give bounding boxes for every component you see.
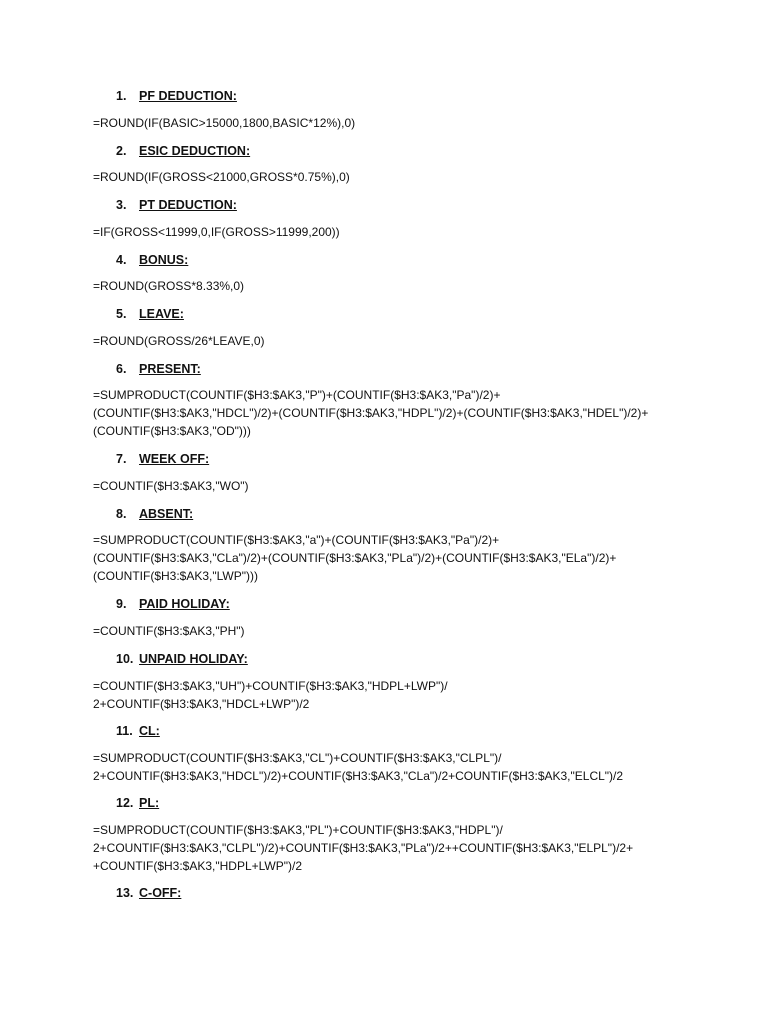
item-formula-week-off <box>93 477 249 495</box>
item-heading-c-off <box>116 885 181 901</box>
formula-line: =SUMPRODUCT(COUNTIF($H3:$AK3,"a")+(COUNTIF($H3:$AK3,"Pa")/2)+ <box>93 533 500 547</box>
item-title: PL: <box>139 796 160 810</box>
formula-line: +COUNTIF($H3:$AK3,"HDPL+LWP")/2 <box>93 859 303 873</box>
formula-line: =IF(GROSS<11999,0,IF(GROSS>11999,200)) <box>93 225 340 239</box>
item-title: PF DEDUCTION: <box>139 89 237 103</box>
item-formula-bonus <box>93 277 244 295</box>
item-number: 10. <box>116 652 134 666</box>
item-number: 3. <box>116 198 127 212</box>
item-title: WEEK OFF: <box>139 452 210 466</box>
item-number: 1. <box>116 89 127 103</box>
item-heading-pt-deduction <box>116 197 237 213</box>
item-formula-unpaid-holiday <box>93 677 448 713</box>
item-formula-paid-holiday <box>93 622 245 640</box>
item-heading-absent <box>116 506 193 522</box>
item-formula-pt-deduction <box>93 223 340 241</box>
item-number: 11. <box>116 724 133 738</box>
item-formula-leave <box>93 332 265 350</box>
item-number: 4. <box>116 253 127 267</box>
item-formula-pf-deduction <box>93 114 355 132</box>
item-formula-cl <box>93 749 623 785</box>
item-title: C-OFF: <box>139 886 182 900</box>
formula-line: =COUNTIF($H3:$AK3,"PH") <box>93 624 245 638</box>
item-number: 2. <box>116 144 127 158</box>
item-title: PRESENT: <box>139 362 201 376</box>
item-heading-pl <box>116 795 159 811</box>
item-number: 8. <box>116 507 127 521</box>
formula-line: =COUNTIF($H3:$AK3,"UH")+COUNTIF($H3:$AK3,"HDPL+LWP")/ <box>93 679 448 693</box>
formula-line: =ROUND(GROSS*8.33%,0) <box>93 279 245 293</box>
formula-line: 2+COUNTIF($H3:$AK3,"CLPL")/2)+COUNTIF($H3:$AK3,"PLa")/2++COUNTIF($H3:$AK3,"ELPL")/2+ <box>93 841 634 855</box>
formula-line: 2+COUNTIF($H3:$AK3,"HDCL+LWP")/2 <box>93 697 310 711</box>
item-heading-paid-holiday <box>116 596 230 612</box>
formula-line: =ROUND(IF(GROSS<21000,GROSS*0.75%),0) <box>93 170 350 184</box>
item-formula-esic-deduction <box>93 168 350 186</box>
item-heading-leave <box>116 306 184 322</box>
item-formula-present <box>93 386 648 440</box>
item-title: BONUS: <box>139 253 189 267</box>
formula-line: =COUNTIF($H3:$AK3,"WO") <box>93 479 249 493</box>
formula-line: =ROUND(GROSS/26*LEAVE,0) <box>93 334 265 348</box>
item-number: 12. <box>116 796 134 810</box>
item-title: ABSENT: <box>139 507 194 521</box>
item-number: 6. <box>116 362 127 376</box>
item-heading-esic-deduction <box>116 143 250 159</box>
formula-line: 2+COUNTIF($H3:$AK3,"HDCL")/2)+COUNTIF($H3:$AK3,"CLa")/2+COUNTIF($H3:$AK3,"ELCL")/2 <box>93 769 624 783</box>
formula-line: (COUNTIF($H3:$AK3,"LWP"))) <box>93 569 258 583</box>
item-title: UNPAID HOLIDAY: <box>139 652 248 666</box>
item-heading-week-off <box>116 451 209 467</box>
item-title: PAID HOLIDAY: <box>139 597 230 611</box>
item-heading-pf-deduction <box>116 88 237 104</box>
formula-line: =ROUND(IF(BASIC>15000,1800,BASIC*12%),0) <box>93 116 356 130</box>
formula-line: (COUNTIF($H3:$AK3,"HDCL")/2)+(COUNTIF($H3:$AK3,"HDPL")/2)+(COUNTIF($H3:$AK3,"HDEL")/2)+ <box>93 406 649 420</box>
formula-line: (COUNTIF($H3:$AK3,"CLa")/2)+(COUNTIF($H3:$AK3,"PLa")/2)+(COUNTIF($H3:$AK3,"ELa")/2)+ <box>93 551 617 565</box>
item-number: 9. <box>116 597 127 611</box>
item-title: PT DEDUCTION: <box>139 198 237 212</box>
item-formula-absent <box>93 531 616 585</box>
formula-line: =SUMPRODUCT(COUNTIF($H3:$AK3,"PL")+COUNTIF($H3:$AK3,"HDPL")/ <box>93 823 503 837</box>
item-title: CL: <box>139 724 160 738</box>
item-number: 13. <box>116 886 134 900</box>
item-heading-bonus <box>116 252 188 268</box>
formula-line: (COUNTIF($H3:$AK3,"OD"))) <box>93 424 251 438</box>
item-title: LEAVE: <box>139 307 184 321</box>
formula-line: =SUMPRODUCT(COUNTIF($H3:$AK3,"P")+(COUNTIF($H3:$AK3,"Pa")/2)+ <box>93 388 501 402</box>
item-heading-unpaid-holiday <box>116 651 248 667</box>
formula-line: =SUMPRODUCT(COUNTIF($H3:$AK3,"CL")+COUNTIF($H3:$AK3,"CLPL")/ <box>93 751 502 765</box>
item-title: ESIC DEDUCTION: <box>139 144 251 158</box>
item-heading-present <box>116 361 201 377</box>
item-number: 7. <box>116 452 127 466</box>
item-formula-pl <box>93 821 633 875</box>
item-number: 5. <box>116 307 127 321</box>
item-heading-cl <box>116 723 160 739</box>
